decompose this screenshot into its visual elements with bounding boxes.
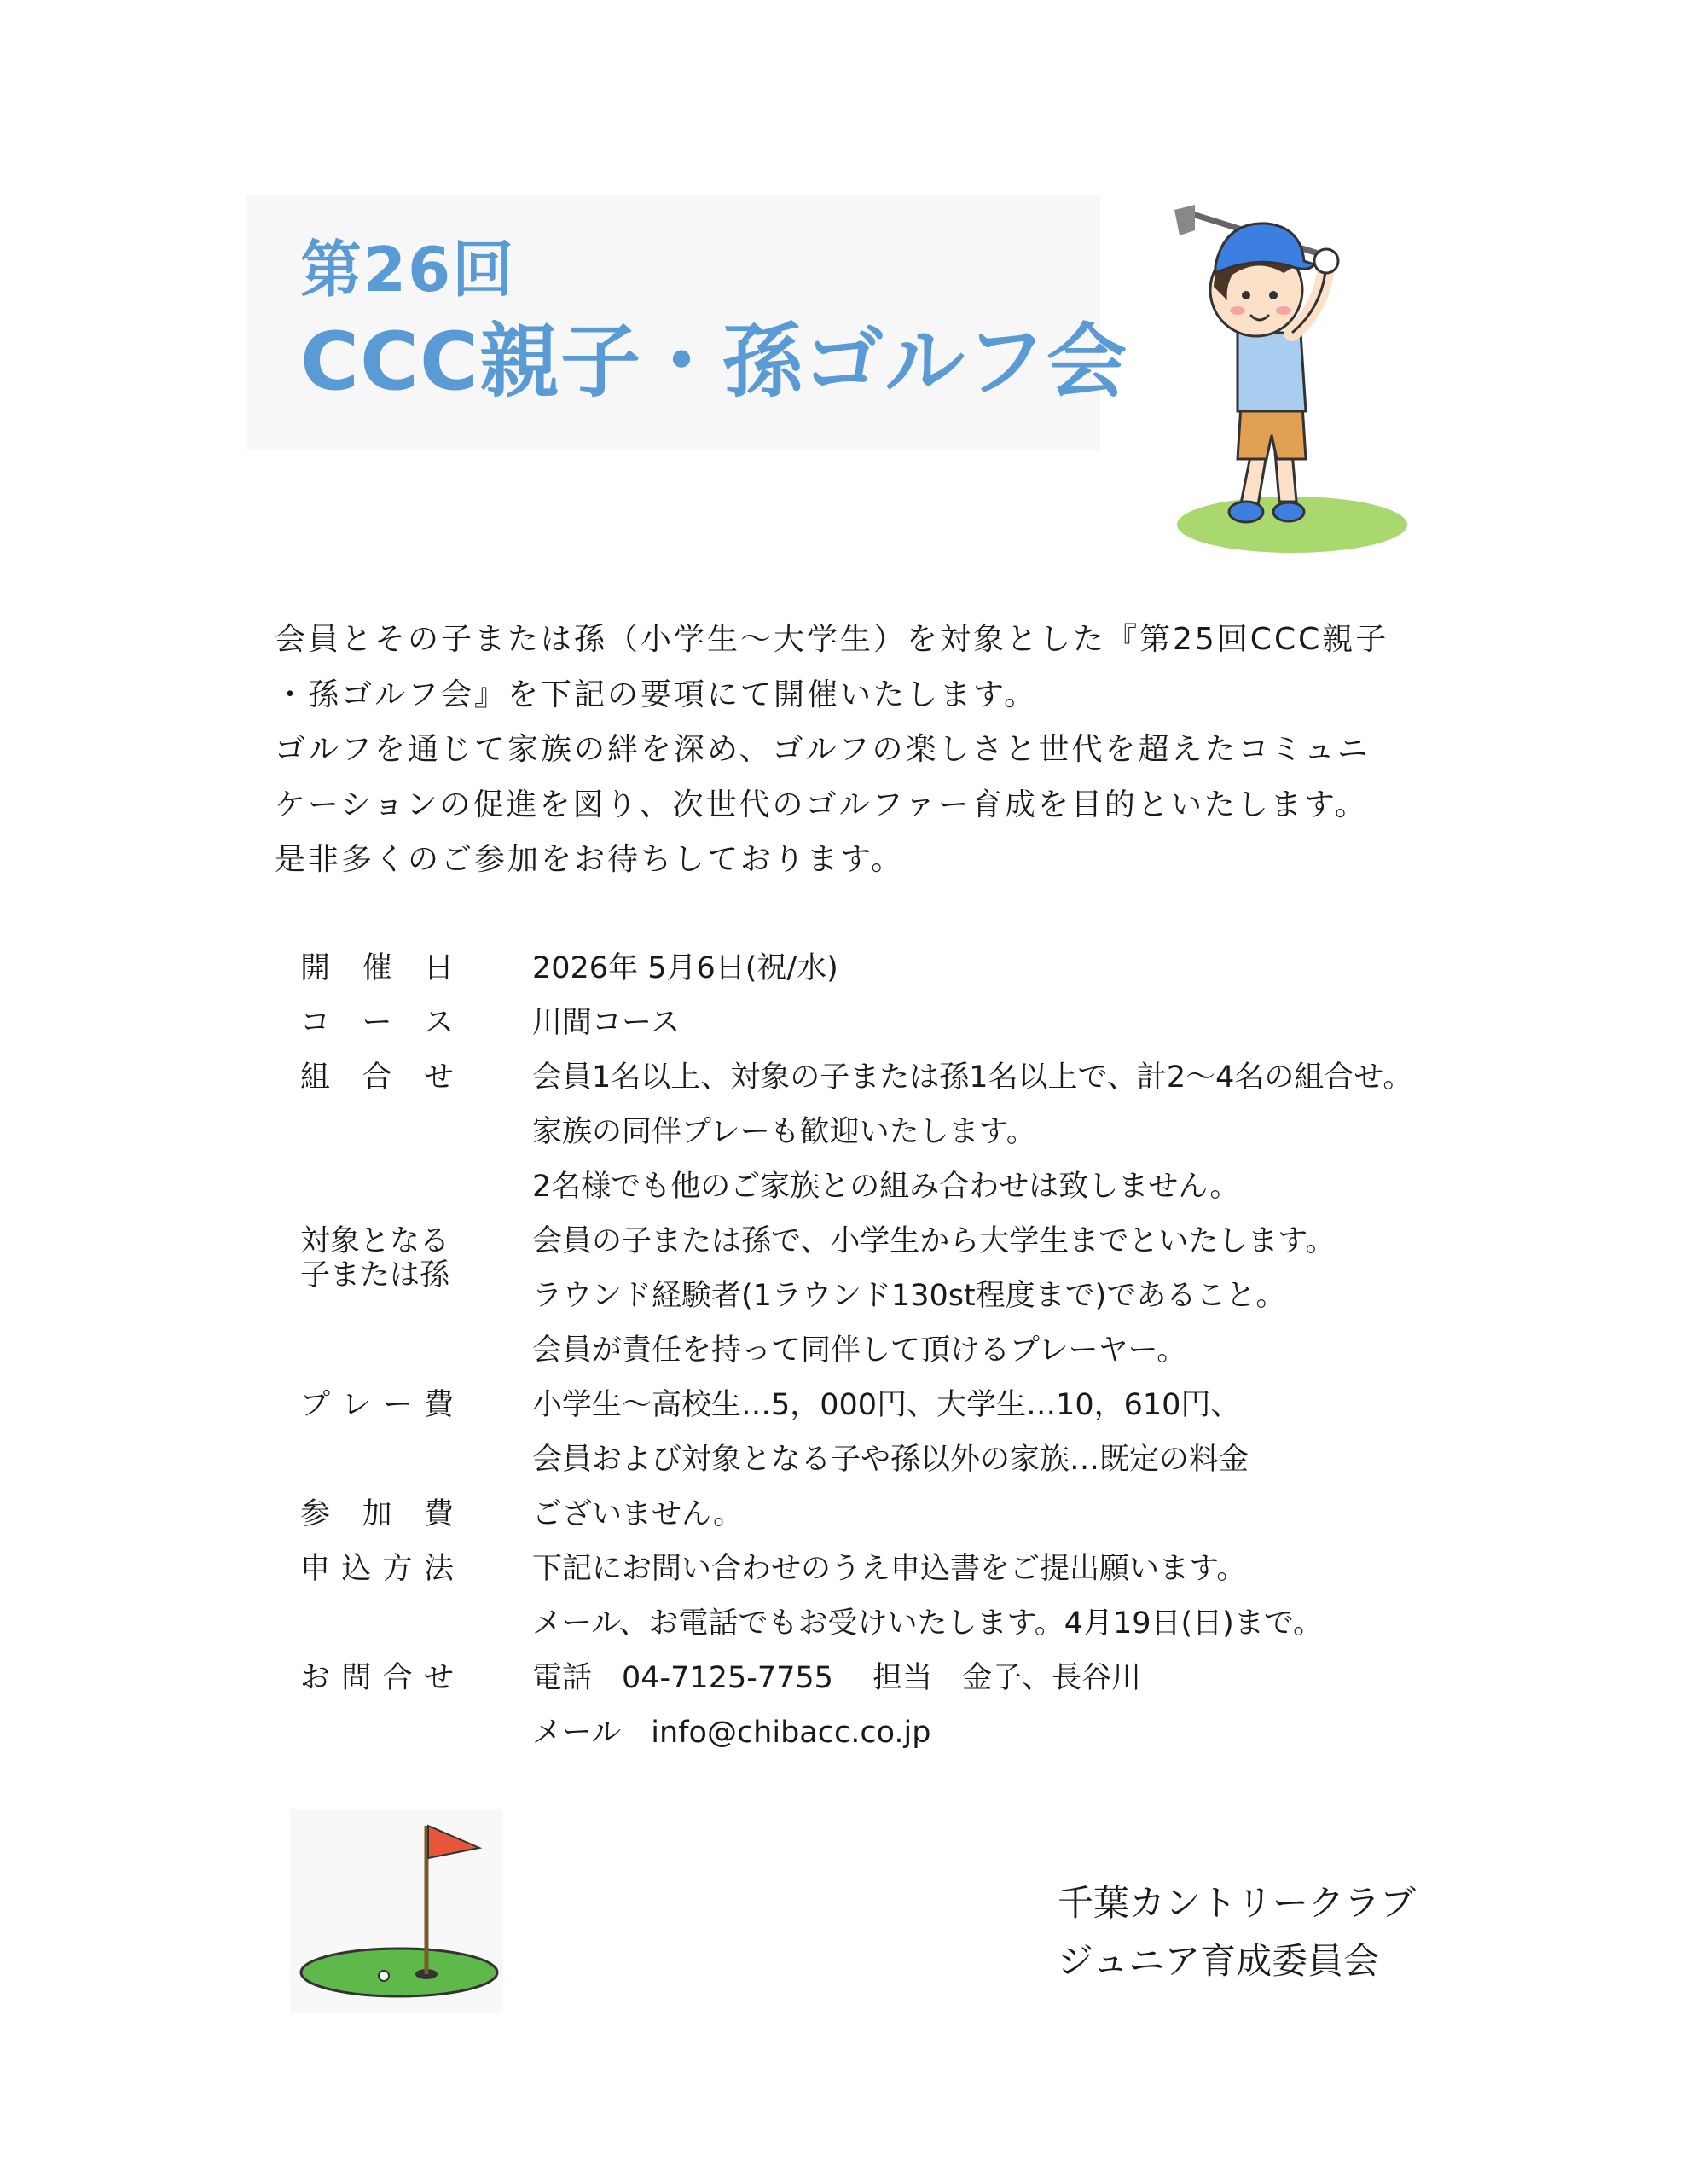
organizer-club: 千葉カントリークラブ	[1058, 1882, 1417, 1924]
detail-row-entry-fee	[300, 1487, 1460, 1542]
event-title: CCC親子・孫ゴルフ会	[300, 316, 1128, 409]
detail-value: ございません。	[532, 1497, 744, 1531]
event-number: 第26回	[300, 234, 516, 305]
detail-row-application	[300, 1542, 1460, 1651]
intro-text	[275, 613, 1435, 888]
detail-label: 開 催 日	[300, 951, 454, 985]
golf-flag-green-illustration	[290, 1809, 503, 2013]
detail-row-date	[300, 941, 1460, 996]
intro-line: ・孫ゴルフ会』を下記の要項にて開催いたします。	[275, 677, 1038, 712]
event-details	[300, 941, 1460, 1760]
detail-value: 川間コース	[532, 1006, 681, 1040]
detail-label: 参 加 費	[300, 1497, 454, 1531]
detail-row-contact	[300, 1651, 1460, 1760]
detail-label: 申 込 方 法	[300, 1552, 454, 1586]
detail-label: プ レ ー 費	[300, 1388, 454, 1422]
detail-row-grouping	[300, 1050, 1460, 1214]
putting-green	[301, 1949, 497, 1996]
detail-value: 会員および対象となる子や孫以外の家族…既定の料金	[532, 1443, 1249, 1477]
detail-value: 2026年 5月6日(祝/水)	[532, 951, 838, 985]
detail-value: 下記にお問い合わせのうえ申込書をご提出願います。	[532, 1552, 1247, 1586]
detail-label: コ ー ス	[300, 1006, 454, 1040]
contact-email: メール info@chibacc.co.jp	[532, 1716, 931, 1750]
intro-line: ゴルフを通じて家族の絆を深め、ゴルフの楽しさと世代を超えたコミュニ	[275, 732, 1371, 767]
detail-label: お 問 合 せ	[300, 1661, 454, 1695]
contact-phone: 電話 04-7125-7755 担当 金子、長谷川	[532, 1661, 1142, 1695]
detail-label: 対象となる 子または孫	[300, 1224, 450, 1292]
intro-line: 是非多くのご参加をお待ちしております。	[275, 842, 905, 877]
organizer-committee: ジュニア育成委員会	[1058, 1940, 1380, 1982]
organizer	[1058, 1874, 1416, 1990]
detail-value: 会員1名以上、対象の子または孫1名以上で、計2～4名の組合せ。	[532, 1060, 1413, 1095]
detail-row-course	[300, 996, 1460, 1050]
detail-value: ラウンド経験者(1ラウンド130st程度まで)であること。	[532, 1279, 1286, 1313]
detail-label: 組 合 せ	[300, 1060, 454, 1095]
shirt	[1238, 333, 1306, 411]
detail-value: 小学生～高校生…5，000円、大学生…10，610円、	[532, 1388, 1241, 1422]
detail-value: メール、お電話でもお受けいたします。4月19日(日)まで。	[532, 1606, 1324, 1641]
detail-row-eligibility	[300, 1214, 1460, 1378]
shorts	[1238, 405, 1306, 459]
intro-line: 会員とその子または孫（小学生～大学生）を対象とした『第25回CCC親子	[275, 622, 1389, 657]
detail-value: 会員の子または孫で、小学生から大学生までといたします。	[532, 1224, 1336, 1258]
child-golfer-illustration	[1156, 205, 1412, 580]
intro-line: ケーションの促進を図り、次世代のゴルファー育成を目的といたします。	[275, 787, 1368, 822]
title-banner	[247, 195, 1128, 450]
detail-value: 家族の同伴プレーも歓迎いたします。	[532, 1115, 1036, 1149]
detail-value: 2名様でも他のご家族との組み合わせは致しません。	[532, 1170, 1240, 1204]
golf-ball	[379, 1971, 389, 1981]
detail-value: 会員が責任を持って同伴して頂けるプレーヤー。	[532, 1333, 1187, 1368]
detail-row-play-fee	[300, 1378, 1460, 1487]
